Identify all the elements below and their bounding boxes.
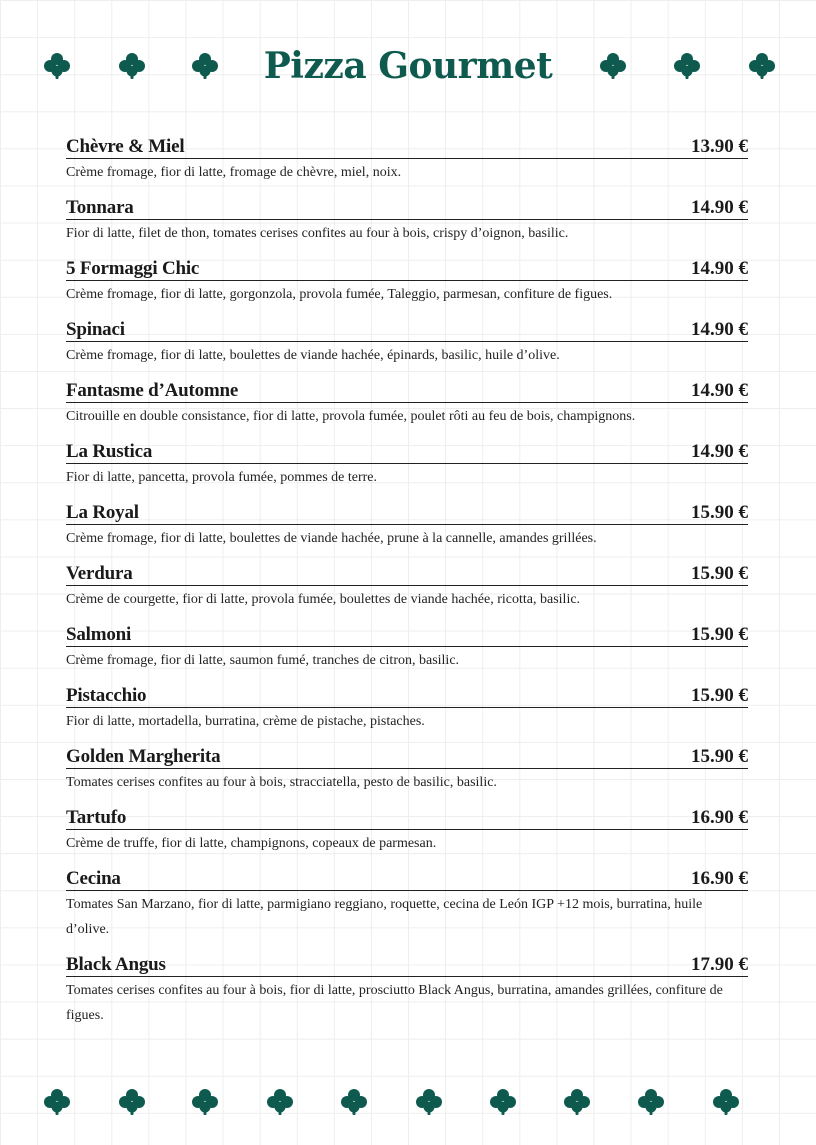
menu-item-header <box>66 317 748 342</box>
menu-item-header <box>66 683 748 708</box>
menu-item-name: Pistacchio <box>66 685 147 706</box>
menu-header <box>0 40 816 96</box>
menu-item-price: 14.90 € <box>691 380 748 401</box>
menu-item-description: Crème fromage, fior di latte, boulettes de viande hachée, prune à la cannelle, amandes grillées. <box>66 531 597 546</box>
menu-item <box>66 134 748 185</box>
menu-item <box>66 561 748 612</box>
menu-item-header <box>66 805 748 830</box>
menu-item-header <box>66 622 748 647</box>
clover-icon <box>637 1088 665 1116</box>
menu-item-price: 17.90 € <box>691 954 748 975</box>
clover-icon <box>748 52 776 80</box>
menu-item-price: 14.90 € <box>691 197 748 218</box>
clover-icon <box>489 1088 517 1116</box>
clover-icon <box>599 52 627 80</box>
menu-item-header <box>66 256 748 281</box>
menu-item <box>66 805 748 856</box>
menu-item-price: 13.90 € <box>691 136 748 157</box>
menu-item-name: La Royal <box>66 502 139 523</box>
menu-item-description: Crème fromage, fior di latte, boulettes de viande hachée, épinards, basilic, huile d’olive. <box>66 348 560 363</box>
clover-icon <box>563 1088 591 1116</box>
menu-item-description: Citrouille en double consistance, fior di latte, provola fumée, poulet rôti au feu de bois, champignons. <box>66 409 636 424</box>
menu-item <box>66 500 748 551</box>
menu-item-name: Salmoni <box>66 624 132 645</box>
menu-item <box>66 866 748 942</box>
menu-item-price: 16.90 € <box>691 807 748 828</box>
clover-icon <box>673 52 701 80</box>
clover-icon <box>340 1088 368 1116</box>
menu-item-name: La Rustica <box>66 441 153 462</box>
menu-item <box>66 744 748 795</box>
menu-item-price: 16.90 € <box>691 868 748 889</box>
page-title: Pizza Gourmet <box>263 45 553 87</box>
clover-icon <box>266 1088 294 1116</box>
menu-item-price: 15.90 € <box>691 746 748 767</box>
clover-icon <box>191 52 219 80</box>
menu-item-header <box>66 744 748 769</box>
menu-item-description: Crème fromage, fior di latte, fromage de chèvre, miel, noix. <box>66 165 402 180</box>
menu-item <box>66 317 748 368</box>
menu-item-name: Black Angus <box>66 954 166 975</box>
clover-icon <box>118 52 146 80</box>
menu-item-header <box>66 866 748 891</box>
menu-item <box>66 622 748 673</box>
menu-item <box>66 378 748 429</box>
menu-item-description: Crème fromage, fior di latte, saumon fumé, tranches de citron, basilic. <box>66 653 460 668</box>
menu-item-header <box>66 134 748 159</box>
clover-icon <box>712 1088 740 1116</box>
menu-item-description: Crème de courgette, fior di latte, provola fumée, boulettes de viande hachée, ricotta, basilic. <box>66 592 581 607</box>
menu-item-name: 5 Formaggi Chic <box>66 258 200 279</box>
menu-item <box>66 683 748 734</box>
menu-item-header <box>66 195 748 220</box>
menu-item-description: Fior di latte, mortadella, burratina, crème de pistache, pistaches. <box>66 714 425 729</box>
menu-item-header <box>66 952 748 977</box>
menu-item-price: 15.90 € <box>691 563 748 584</box>
menu-item-name: Tartufo <box>66 807 127 828</box>
menu-item-header <box>66 561 748 586</box>
menu-item-price: 15.90 € <box>691 685 748 706</box>
menu-item-description: Crème de truffe, fior di latte, champignons, copeaux de parmesan. <box>66 836 437 851</box>
menu-item-description: Tomates cerises confites au four à bois, stracciatella, pesto de basilic, basilic. <box>66 775 497 790</box>
menu-item <box>66 952 748 1028</box>
menu-item-name: Fantasme d’Automne <box>66 380 239 401</box>
clover-icon <box>415 1088 443 1116</box>
menu-item-description: Fior di latte, pancetta, provola fumée, pommes de terre. <box>66 470 378 485</box>
menu-item <box>66 256 748 307</box>
menu-item-price: 15.90 € <box>691 502 748 523</box>
menu-item-description: Fior di latte, filet de thon, tomates cerises confites au four à bois, crispy d’oignon, basilic. <box>66 226 569 241</box>
menu-item-header <box>66 500 748 525</box>
menu-item-header <box>66 378 748 403</box>
clover-icon <box>191 1088 219 1116</box>
menu-item-name: Golden Margherita <box>66 746 221 767</box>
menu-item-header <box>66 439 748 464</box>
menu-item-name: Cecina <box>66 868 121 889</box>
menu-item-price: 14.90 € <box>691 258 748 279</box>
menu-item-name: Verdura <box>66 563 133 584</box>
menu-item-description: Tomates cerises confites au four à bois, fior di latte, prosciutto Black Angus, burratina, amandes grillées, confiture de figues. <box>66 983 723 1023</box>
menu-item-name: Tonnara <box>66 197 134 218</box>
menu-item-price: 14.90 € <box>691 441 748 462</box>
clover-icon <box>43 1088 71 1116</box>
menu-item-name: Spinaci <box>66 319 125 340</box>
menu-item-price: 15.90 € <box>691 624 748 645</box>
menu-item-name: Chèvre & Miel <box>66 136 185 157</box>
clover-icon <box>118 1088 146 1116</box>
menu-item <box>66 439 748 490</box>
footer-decoration <box>0 1086 816 1118</box>
pizza-menu-list <box>66 134 748 1038</box>
menu-item <box>66 195 748 246</box>
menu-item-price: 14.90 € <box>691 319 748 340</box>
menu-item-description: Tomates San Marzano, fior di latte, parmigiano reggiano, roquette, cecina de León IGP +12 mois, burratina, huile d’olive. <box>66 897 703 937</box>
menu-item-description: Crème fromage, fior di latte, gorgonzola, provola fumée, Taleggio, parmesan, confiture de figues. <box>66 287 613 302</box>
clover-icon <box>43 52 71 80</box>
